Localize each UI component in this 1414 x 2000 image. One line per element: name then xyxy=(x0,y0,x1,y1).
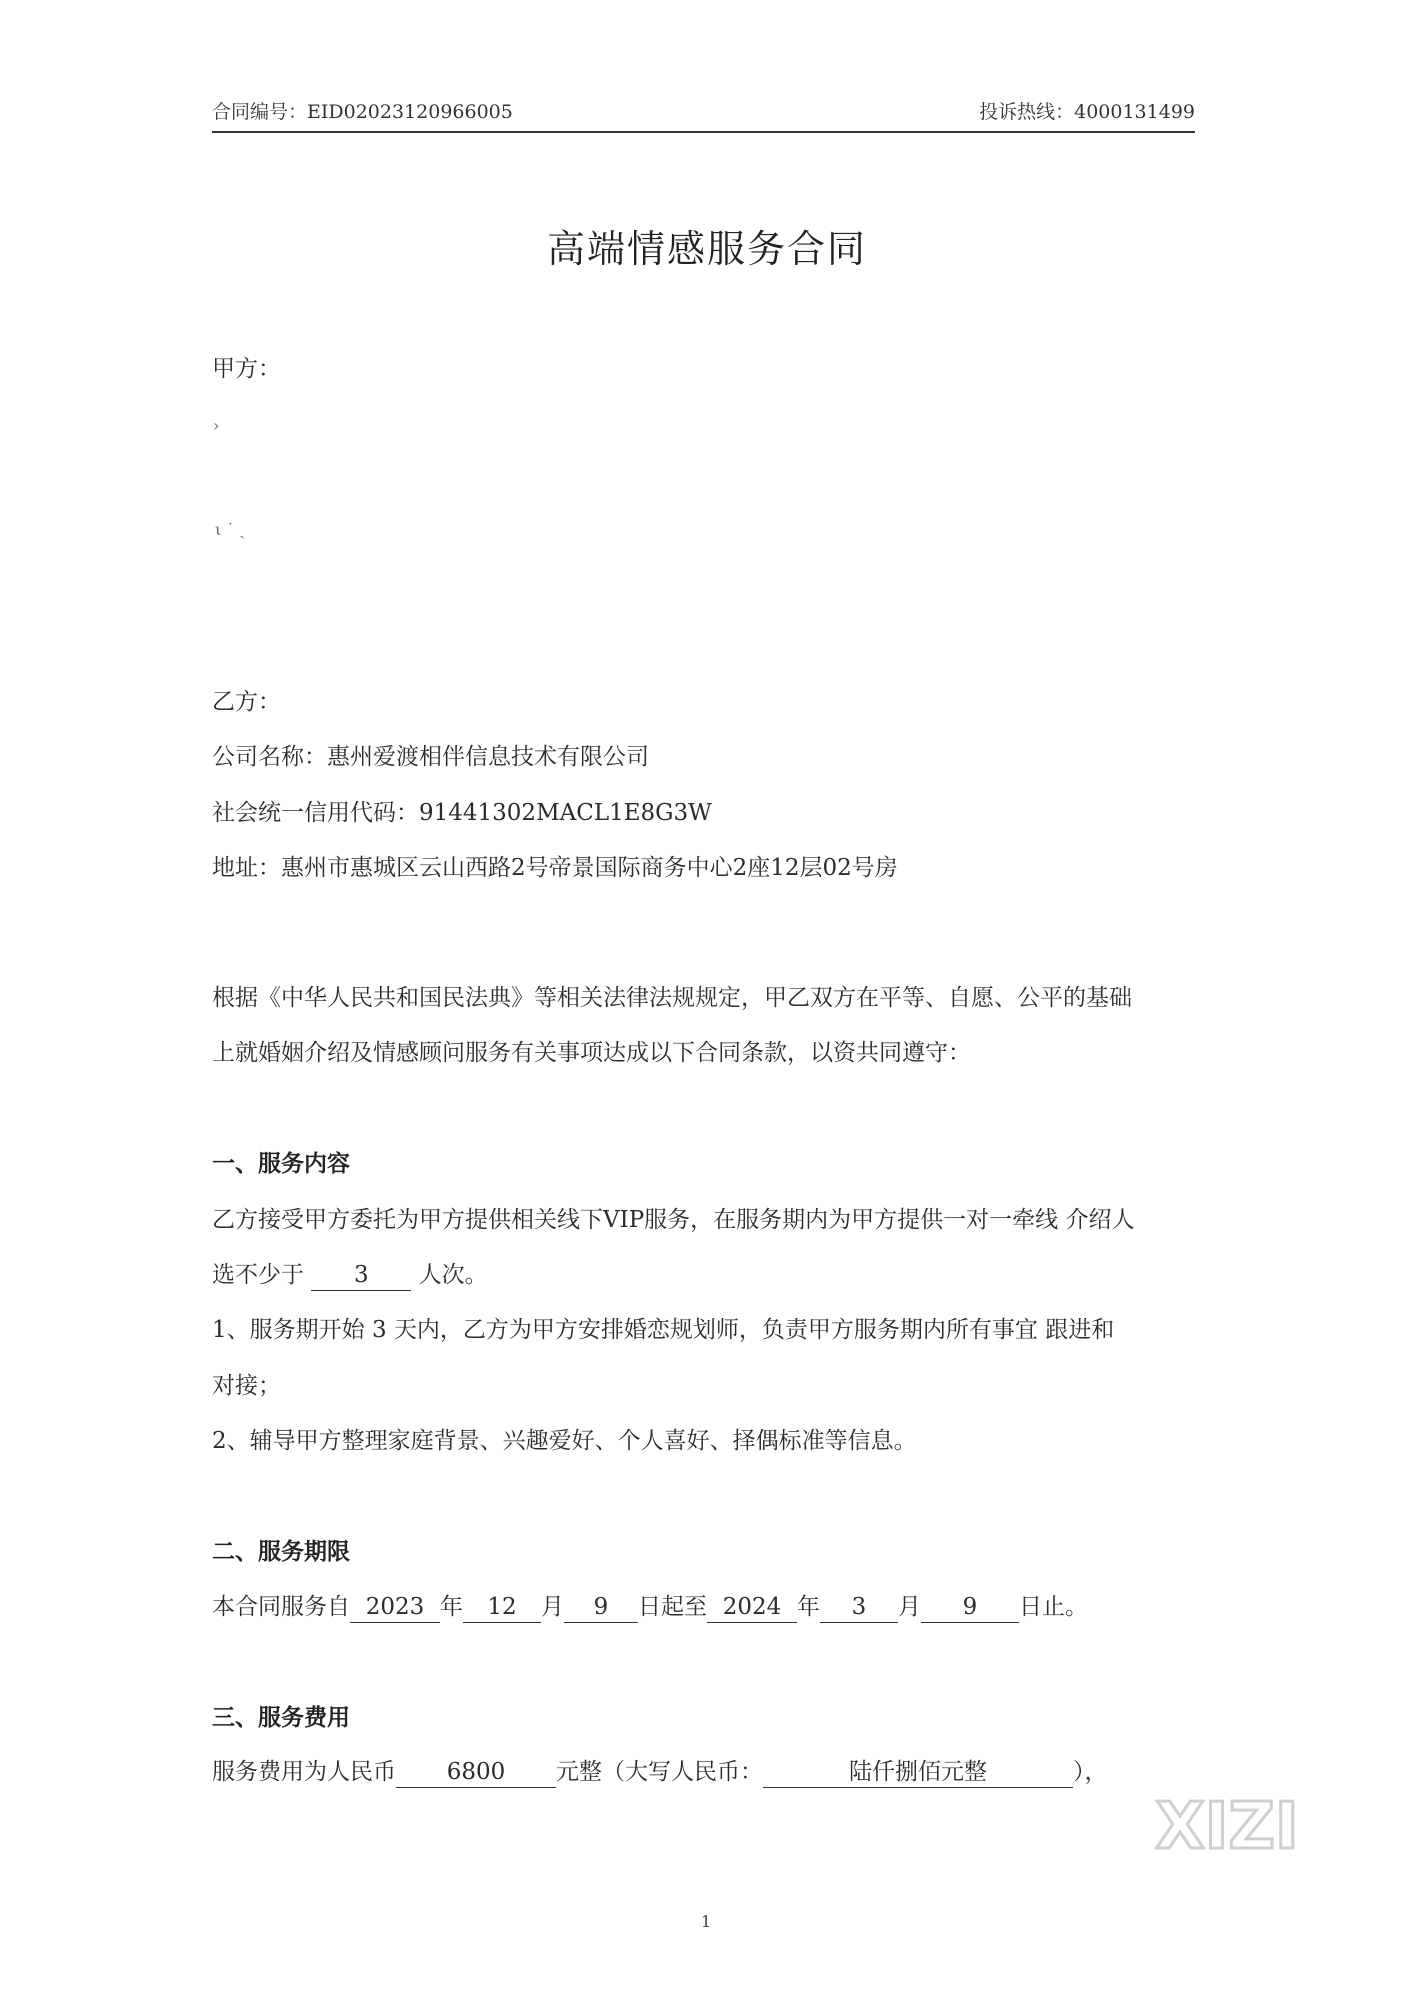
min-count-value: 3 xyxy=(311,1262,411,1291)
end-text: 日止。 xyxy=(1019,1594,1088,1620)
year-char: 年 xyxy=(440,1594,463,1620)
hotline-label: 投诉热线： xyxy=(979,101,1075,123)
credit-code-value: 91441302MACL1E8G3W xyxy=(419,800,712,826)
page-number: 1 xyxy=(701,1912,712,1931)
from-text: 日起至 xyxy=(638,1594,707,1620)
min-count-suffix: 人次。 xyxy=(418,1262,488,1288)
address-label: 地址： xyxy=(212,855,281,881)
xizi-watermark xyxy=(1137,1790,1317,1866)
fee-amount-words: 陆仟捌佰元整 xyxy=(763,1759,1073,1788)
start-month: 12 xyxy=(463,1594,541,1623)
party-a-label: 甲方： xyxy=(212,356,281,382)
party-b-credit-code xyxy=(212,794,712,827)
contract-number-value: EID02023120966005 xyxy=(307,101,513,123)
header-rule xyxy=(212,131,1195,133)
preamble-line-2: 上就婚姻介绍及情感顾问服务有关事项达成以下合同条款，以资共同遵守： xyxy=(212,1040,971,1066)
watermark-text: XIZI xyxy=(1155,1790,1299,1862)
month-char: 月 xyxy=(898,1594,921,1620)
min-count-prefix: 选不少于 xyxy=(212,1262,304,1288)
contract-number xyxy=(212,97,513,124)
xizi-watermark-graphic xyxy=(1137,1790,1317,1862)
party-b-address xyxy=(212,849,898,882)
year-char: 年 xyxy=(797,1594,820,1620)
contract-number-label: 合同编号： xyxy=(212,101,308,123)
section-1-item-2: 2、辅导甲方整理家庭背景、兴趣爱好、个人喜好、择偶标准等信息。 xyxy=(212,1428,917,1454)
company-name: 惠州爱渡相伴信息技术有限公司 xyxy=(327,744,649,770)
fee-prefix: 服务费用为人民币 xyxy=(212,1759,396,1785)
section-1-heading: 一、服务内容 xyxy=(212,1150,350,1177)
redaction-mark: ι ˙ ˎ xyxy=(215,520,245,539)
section-1-item-1-line-1: 1、服务期开始 3 天内，乙方为甲方安排婚恋规划师，负责甲方服务期内所有事宜 跟进和 xyxy=(212,1317,1115,1343)
start-day: 9 xyxy=(564,1594,638,1623)
section-2-heading: 二、服务期限 xyxy=(212,1538,350,1565)
party-b-label: 乙方： xyxy=(212,689,281,715)
service-fee-line xyxy=(212,1753,1108,1788)
section-1-line-1: 乙方接受甲方委托为甲方提供相关线下VIP服务，在服务期内为甲方提供一对一牵线 介绍人 xyxy=(212,1207,1135,1233)
complaint-hotline xyxy=(979,97,1195,124)
end-day: 9 xyxy=(921,1594,1019,1623)
credit-code-label: 社会统一信用代码： xyxy=(212,800,419,826)
end-year: 2024 xyxy=(707,1594,797,1623)
end-month: 3 xyxy=(820,1594,898,1623)
party-b-company xyxy=(212,738,649,771)
hotline-value: 4000131499 xyxy=(1074,101,1195,123)
section-3-heading: 三、服务费用 xyxy=(212,1704,350,1731)
document-title: 高端情感服务合同 xyxy=(546,227,867,271)
section-1-line-2 xyxy=(212,1256,488,1291)
month-char: 月 xyxy=(541,1594,564,1620)
service-period-line xyxy=(212,1588,1088,1623)
section-1-item-1-line-2: 对接； xyxy=(212,1373,281,1399)
redaction-mark: › xyxy=(213,416,220,435)
company-label: 公司名称： xyxy=(212,744,327,770)
fee-amount: 6800 xyxy=(396,1759,556,1788)
fee-suffix: ）， xyxy=(1073,1759,1108,1785)
start-year: 2023 xyxy=(350,1594,440,1623)
preamble-line-1: 根据《中华人民共和国民法典》等相关法律法规规定，甲乙双方在平等、自愿、公平的基础 xyxy=(212,985,1132,1011)
fee-middle: 元整（大写人民币： xyxy=(556,1759,763,1785)
address-value: 惠州市惠城区云山西路2号帝景国际商务中心2座12层02号房 xyxy=(281,855,898,881)
period-prefix: 本合同服务自 xyxy=(212,1594,350,1620)
